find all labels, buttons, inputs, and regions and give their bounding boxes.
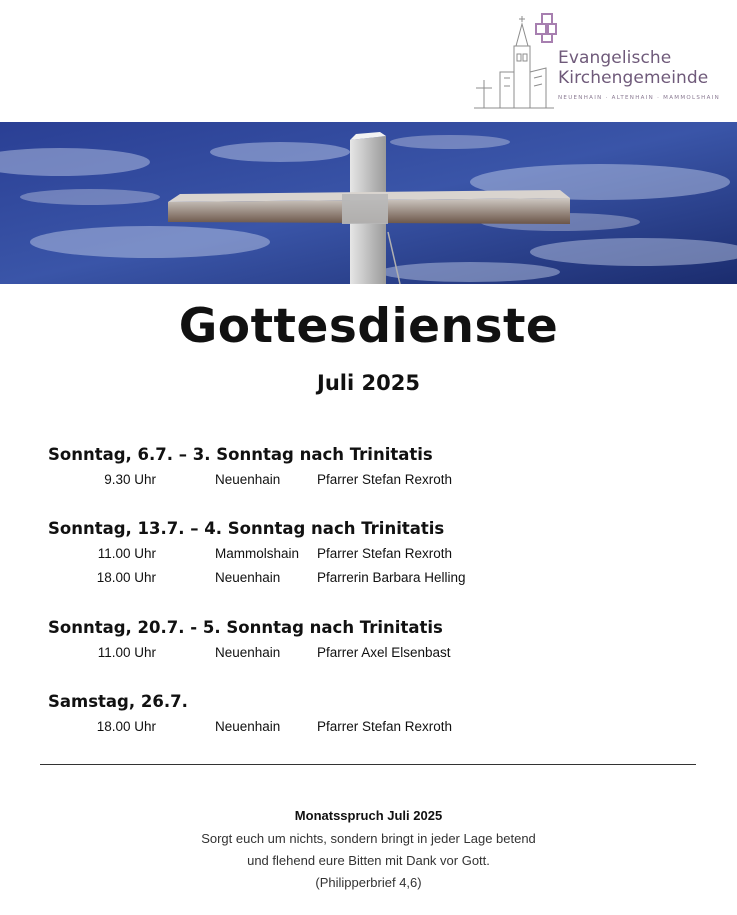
service-row	[0, 568, 737, 588]
service-row	[0, 643, 737, 663]
verse-line-1: Sorgt euch um nichts, sondern bringt in jeder Lage betend	[201, 831, 536, 846]
service-row	[0, 717, 737, 737]
service-pastor: Pfarrer Stefan Rexroth	[317, 472, 453, 487]
service-heading: Sonntag, 20.7. - 5. Sonntag nach Trinitatis	[48, 618, 443, 637]
logo-line-1: Evangelische	[558, 48, 672, 68]
service-row	[0, 544, 737, 564]
service-place: Neuenhain	[215, 719, 281, 734]
service-place: Mammolshain	[215, 546, 300, 561]
service-heading: Sonntag, 6.7. – 3. Sonntag nach Trinitatis	[48, 445, 433, 464]
service-pastor: Pfarrer Stefan Rexroth	[317, 546, 453, 561]
service-time: 11.00 Uhr	[97, 645, 156, 660]
verse-title: Monatsspruch Juli 2025	[294, 808, 443, 823]
service-heading: Sonntag, 13.7. – 4. Sonntag nach Trinitatis	[48, 519, 445, 538]
verse-line-2: und flehend eure Bitten mit Dank vor Gott.	[247, 853, 490, 868]
service-time: 11.00 Uhr	[97, 546, 156, 561]
cross-banner-image	[0, 122, 737, 284]
service-pastor: Pfarrer Stefan Rexroth	[317, 719, 453, 734]
page-subtitle: Juli 2025	[317, 371, 420, 395]
service-pastor: Pfarrerin Barbara Helling	[317, 570, 466, 585]
service-place: Neuenhain	[215, 570, 281, 585]
service-pastor: Pfarrer Axel Elsenbast	[317, 645, 451, 660]
service-place: Neuenhain	[215, 472, 281, 487]
church-building-icon	[470, 12, 558, 112]
service-time: 9.30 Uhr	[104, 472, 156, 487]
verse-reference: (Philipperbrief 4,6)	[315, 875, 422, 890]
logo-wordmark	[558, 48, 708, 88]
church-logo	[470, 12, 730, 112]
divider	[40, 764, 696, 765]
logo-line-2: Kirchengemeinde	[558, 68, 709, 88]
service-row	[0, 470, 737, 490]
service-place: Neuenhain	[215, 645, 281, 660]
service-time: 18.00 Uhr	[96, 570, 156, 585]
page-title: Gottesdienste	[178, 299, 559, 354]
logo-subtitle: NEUENHAIN · ALTENHAIN · MAMMOLSHAIN	[558, 95, 720, 101]
service-time: 18.00 Uhr	[96, 719, 156, 734]
service-heading: Samstag, 26.7.	[48, 692, 188, 711]
